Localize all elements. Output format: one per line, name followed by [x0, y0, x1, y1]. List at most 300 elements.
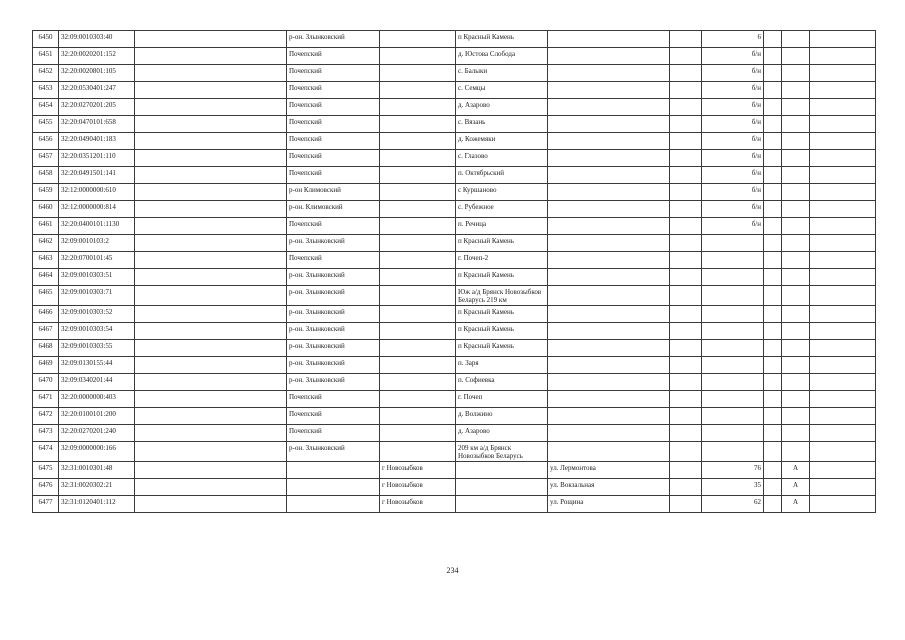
table-cell [670, 462, 702, 479]
table-cell [782, 340, 810, 357]
table-cell [380, 340, 456, 357]
table-cell: д. Кожемяки [456, 133, 548, 150]
table-cell: 6451 [33, 48, 59, 65]
table-cell: 6452 [33, 65, 59, 82]
table-cell [764, 374, 782, 391]
table-cell [135, 306, 287, 323]
table-row [33, 184, 876, 201]
table-cell [135, 218, 287, 235]
table-cell: 32:20:0530401:247 [59, 82, 135, 99]
table-cell: 32:09:0010303:54 [59, 323, 135, 340]
table-cell [548, 201, 670, 218]
table-cell: р-он. Злынковский [287, 340, 380, 357]
table-cell: 32:09:0010303:40 [59, 31, 135, 48]
table-cell [764, 425, 782, 442]
table-cell [380, 65, 456, 82]
table-cell: 32:09:0340201:44 [59, 374, 135, 391]
table-cell [548, 408, 670, 425]
table-cell: п Красный Камень [456, 340, 548, 357]
table-cell [782, 82, 810, 99]
table-row [33, 150, 876, 167]
table-cell [810, 357, 876, 374]
table-row [33, 374, 876, 391]
table-cell [456, 462, 548, 479]
table-cell [548, 133, 670, 150]
table-row [33, 99, 876, 116]
table-cell [810, 133, 876, 150]
table-cell [810, 201, 876, 218]
table-cell [764, 269, 782, 286]
table-cell [456, 479, 548, 496]
table-cell [764, 479, 782, 496]
table-cell [670, 150, 702, 167]
table-cell [548, 116, 670, 133]
table-cell [380, 82, 456, 99]
table-cell [380, 306, 456, 323]
table-cell: 32:12:0000000:814 [59, 201, 135, 218]
table-row [33, 31, 876, 48]
table-cell: Почепский [287, 82, 380, 99]
table-row [33, 269, 876, 286]
table-cell [782, 425, 810, 442]
table-cell: 32:09:0010303:51 [59, 269, 135, 286]
table-cell [380, 235, 456, 252]
table-cell [810, 323, 876, 340]
table-cell [670, 496, 702, 513]
table-cell [702, 323, 764, 340]
table-cell [548, 65, 670, 82]
table-row [33, 496, 876, 513]
table-cell: 32:31:0020302:21 [59, 479, 135, 496]
table-cell [135, 48, 287, 65]
table-cell [670, 442, 702, 462]
table-cell: 76 [702, 462, 764, 479]
table-cell [702, 374, 764, 391]
table-cell [782, 306, 810, 323]
table-cell [670, 184, 702, 201]
table-cell: с. Балыки [456, 65, 548, 82]
table-cell: б/н [702, 150, 764, 167]
table-cell [810, 425, 876, 442]
table-cell [135, 116, 287, 133]
table-cell: 32:31:0010301:48 [59, 462, 135, 479]
table-cell [702, 252, 764, 269]
table-row [33, 235, 876, 252]
table-cell [380, 184, 456, 201]
table-cell [670, 133, 702, 150]
table-cell [135, 357, 287, 374]
table-row [33, 65, 876, 82]
table-cell [135, 150, 287, 167]
table-cell [380, 269, 456, 286]
table-cell: г Новозыбков [380, 496, 456, 513]
table-cell [548, 391, 670, 408]
table-cell [135, 133, 287, 150]
table-cell: г. Почеп-2 [456, 252, 548, 269]
table-cell: с Куршановo [456, 184, 548, 201]
table-cell [810, 99, 876, 116]
table-cell [380, 218, 456, 235]
register-table [32, 30, 876, 513]
table-cell [782, 167, 810, 184]
table-cell [135, 235, 287, 252]
table-cell: д. Юстова Слобода [456, 48, 548, 65]
table-cell [135, 479, 287, 496]
table-cell: 32:20:0000000:403 [59, 391, 135, 408]
table-cell [670, 99, 702, 116]
table-cell: г. Почеп [456, 391, 548, 408]
table-cell [810, 462, 876, 479]
table-cell: с. Семцы [456, 82, 548, 99]
table-row [33, 306, 876, 323]
table-cell [702, 425, 764, 442]
table-cell [135, 269, 287, 286]
table-cell: А [782, 462, 810, 479]
table-cell: б/н [702, 167, 764, 184]
table-cell: п Красный Камень [456, 323, 548, 340]
table-cell [702, 357, 764, 374]
table-cell [548, 48, 670, 65]
table-cell [548, 184, 670, 201]
table-cell [380, 48, 456, 65]
table-cell [135, 408, 287, 425]
table-cell [782, 218, 810, 235]
table-cell: Почепский [287, 391, 380, 408]
table-cell [380, 252, 456, 269]
table-cell [548, 218, 670, 235]
table-row [33, 116, 876, 133]
table-cell [380, 133, 456, 150]
table-cell: р-он. Злынковский [287, 442, 380, 462]
table-cell: р-он. Злынковский [287, 374, 380, 391]
table-cell: 32:20:0490401:183 [59, 133, 135, 150]
table-cell: с. Глазово [456, 150, 548, 167]
table-cell [670, 479, 702, 496]
table-cell: б/н [702, 116, 764, 133]
table-cell: р-он. Злынковский [287, 357, 380, 374]
table-cell: 6476 [33, 479, 59, 496]
table-cell: Почепский [287, 425, 380, 442]
page-number: 234 [446, 566, 459, 575]
table-cell [782, 184, 810, 201]
table-cell [782, 269, 810, 286]
table-cell [380, 99, 456, 116]
table-cell: р-он. Злынковский [287, 31, 380, 48]
table-cell [548, 357, 670, 374]
table-cell: А [782, 479, 810, 496]
table-row [33, 252, 876, 269]
table-cell: 32:20:0020801:105 [59, 65, 135, 82]
table-cell [782, 442, 810, 462]
table-cell: д. Азарово [456, 99, 548, 116]
table-row [33, 442, 876, 462]
table-cell: 6460 [33, 201, 59, 218]
table-cell [670, 82, 702, 99]
table-cell [764, 133, 782, 150]
table-row [33, 391, 876, 408]
table-cell: г Новозыбков [380, 479, 456, 496]
table-row [33, 201, 876, 218]
table-cell [670, 391, 702, 408]
table-cell [764, 496, 782, 513]
table-row [33, 462, 876, 479]
table-cell [810, 340, 876, 357]
table-cell [810, 479, 876, 496]
table-cell: р-он. Климовский [287, 201, 380, 218]
table-cell: 32:09:0000000:166 [59, 442, 135, 462]
table-cell [782, 391, 810, 408]
table-cell: п. Софиевка [456, 374, 548, 391]
table-cell [764, 391, 782, 408]
table-cell [810, 235, 876, 252]
table-cell: Почепский [287, 65, 380, 82]
table-cell: 6455 [33, 116, 59, 133]
table-cell [670, 286, 702, 306]
table-row [33, 479, 876, 496]
table-cell: 6472 [33, 408, 59, 425]
table-cell [810, 408, 876, 425]
table-cell [782, 374, 810, 391]
table-cell: 32:12:0000000:610 [59, 184, 135, 201]
table-cell [135, 201, 287, 218]
table-cell [380, 286, 456, 306]
table-cell [548, 425, 670, 442]
table-cell [764, 323, 782, 340]
table-cell: 6477 [33, 496, 59, 513]
table-cell [670, 425, 702, 442]
table-cell [810, 167, 876, 184]
table-cell [135, 252, 287, 269]
table-cell [782, 133, 810, 150]
table-cell: п. Речица [456, 218, 548, 235]
table-cell: р-он Климовский [287, 184, 380, 201]
table-cell: Почепский [287, 116, 380, 133]
table-cell: 6469 [33, 357, 59, 374]
table-cell [135, 82, 287, 99]
table-cell [764, 31, 782, 48]
table-cell: 6453 [33, 82, 59, 99]
table-cell [764, 201, 782, 218]
table-cell [810, 269, 876, 286]
table-cell: 32:20:0700101:45 [59, 252, 135, 269]
table-cell [548, 99, 670, 116]
table-cell [670, 374, 702, 391]
table-cell [135, 340, 287, 357]
table-cell [135, 391, 287, 408]
table-cell: д. Азарово [456, 425, 548, 442]
table-cell [702, 442, 764, 462]
table-cell [456, 496, 548, 513]
table-cell: 6458 [33, 167, 59, 184]
table-cell: Почепский [287, 218, 380, 235]
table-cell [380, 357, 456, 374]
table-cell [287, 496, 380, 513]
table-cell [380, 31, 456, 48]
table-cell [810, 116, 876, 133]
table-cell [548, 252, 670, 269]
table-cell [810, 218, 876, 235]
table-cell [135, 286, 287, 306]
table-cell [548, 374, 670, 391]
table-cell: 6466 [33, 306, 59, 323]
table-cell [380, 425, 456, 442]
table-cell [764, 340, 782, 357]
table-row [33, 425, 876, 442]
table-cell [810, 184, 876, 201]
table-cell: 6471 [33, 391, 59, 408]
table-cell [548, 340, 670, 357]
table-cell [782, 252, 810, 269]
table-cell [670, 167, 702, 184]
table-cell [810, 31, 876, 48]
table-cell [764, 442, 782, 462]
table-cell [702, 408, 764, 425]
table-cell: п Красный Камень [456, 269, 548, 286]
table-cell: 35 [702, 479, 764, 496]
table-cell [764, 408, 782, 425]
table-cell [702, 269, 764, 286]
table-cell [810, 82, 876, 99]
table-cell: 32:31:0120401:112 [59, 496, 135, 513]
table-cell [670, 408, 702, 425]
table-cell [782, 116, 810, 133]
table-cell: 32:20:0400101:1130 [59, 218, 135, 235]
table-cell [548, 167, 670, 184]
table-row [33, 340, 876, 357]
table-cell [135, 184, 287, 201]
table-cell [810, 48, 876, 65]
table-cell [380, 408, 456, 425]
table-row [33, 82, 876, 99]
table-cell [380, 201, 456, 218]
table-cell: 32:20:0270201:240 [59, 425, 135, 442]
table-cell: 6467 [33, 323, 59, 340]
table-cell: б/н [702, 65, 764, 82]
table-cell [548, 150, 670, 167]
table-cell: Юж а/д Брянск Новозыбков Беларусь 219 км [456, 286, 548, 306]
table-cell: 62 [702, 496, 764, 513]
table-row [33, 48, 876, 65]
table-cell: 6474 [33, 442, 59, 462]
table-cell: р-он. Злынковский [287, 269, 380, 286]
table-cell [702, 340, 764, 357]
table-cell: б/н [702, 82, 764, 99]
table-cell: 32:20:0020201:152 [59, 48, 135, 65]
table-cell [810, 496, 876, 513]
table-cell: 6464 [33, 269, 59, 286]
table-cell [810, 391, 876, 408]
table-cell: п. Октябрьский [456, 167, 548, 184]
table-cell: 32:09:0010303:52 [59, 306, 135, 323]
table-cell [782, 31, 810, 48]
table-cell [782, 65, 810, 82]
table-cell [782, 286, 810, 306]
table-cell [764, 357, 782, 374]
table-cell [548, 235, 670, 252]
table-cell [764, 116, 782, 133]
table-cell: ул. Лермонтова [548, 462, 670, 479]
table-cell [782, 235, 810, 252]
table-cell [380, 323, 456, 340]
table-cell [782, 150, 810, 167]
table-cell: д. Волжино [456, 408, 548, 425]
table-cell [764, 235, 782, 252]
table-cell [782, 357, 810, 374]
table-cell [380, 167, 456, 184]
table-cell [548, 31, 670, 48]
table-cell: 32:20:0270201:205 [59, 99, 135, 116]
table-cell [380, 442, 456, 462]
table-cell: р-он. Злынковский [287, 323, 380, 340]
table-cell: р-он. Злынковский [287, 306, 380, 323]
table-row [33, 323, 876, 340]
table-cell [548, 286, 670, 306]
table-row [33, 286, 876, 306]
table-cell [702, 391, 764, 408]
table-cell: Почепский [287, 408, 380, 425]
table-cell: б/н [702, 48, 764, 65]
table-cell: б/н [702, 184, 764, 201]
table-cell [670, 31, 702, 48]
table-cell: п. Заря [456, 357, 548, 374]
table-cell [764, 218, 782, 235]
table-cell [782, 201, 810, 218]
table-cell [135, 442, 287, 462]
table-cell [782, 408, 810, 425]
table-cell [548, 269, 670, 286]
table-cell: 32:20:0491501:141 [59, 167, 135, 184]
table-cell: б/н [702, 201, 764, 218]
table-cell [670, 340, 702, 357]
table-cell: р-он. Злынковский [287, 286, 380, 306]
table-cell: 32:09:0010103:2 [59, 235, 135, 252]
table-cell: 32:09:0010303:71 [59, 286, 135, 306]
table-cell [782, 48, 810, 65]
table-cell [810, 306, 876, 323]
table-cell [764, 286, 782, 306]
table-cell: Почепский [287, 133, 380, 150]
table-cell: Почепский [287, 252, 380, 269]
table-cell [380, 150, 456, 167]
table-cell: б/н [702, 133, 764, 150]
table-cell: 6461 [33, 218, 59, 235]
table-cell [764, 462, 782, 479]
table-cell: ул. Вокзальная [548, 479, 670, 496]
table-cell [810, 252, 876, 269]
table-cell: 32:20:0100101:200 [59, 408, 135, 425]
table-cell [287, 462, 380, 479]
table-cell: 6454 [33, 99, 59, 116]
table-row [33, 357, 876, 374]
table-cell: б/н [702, 218, 764, 235]
table-cell: ул. Рощина [548, 496, 670, 513]
table-cell: 6473 [33, 425, 59, 442]
table-cell [670, 357, 702, 374]
table-cell: 6462 [33, 235, 59, 252]
table-cell [670, 252, 702, 269]
table-row [33, 133, 876, 150]
table-cell [764, 167, 782, 184]
table-cell: Почепский [287, 48, 380, 65]
table-cell [810, 65, 876, 82]
table-cell [548, 442, 670, 462]
table-cell: 6470 [33, 374, 59, 391]
table-cell: Почепский [287, 167, 380, 184]
table-body [33, 31, 876, 513]
table-cell: г Новозыбков [380, 462, 456, 479]
table-cell: 6 [702, 31, 764, 48]
table-cell [548, 82, 670, 99]
